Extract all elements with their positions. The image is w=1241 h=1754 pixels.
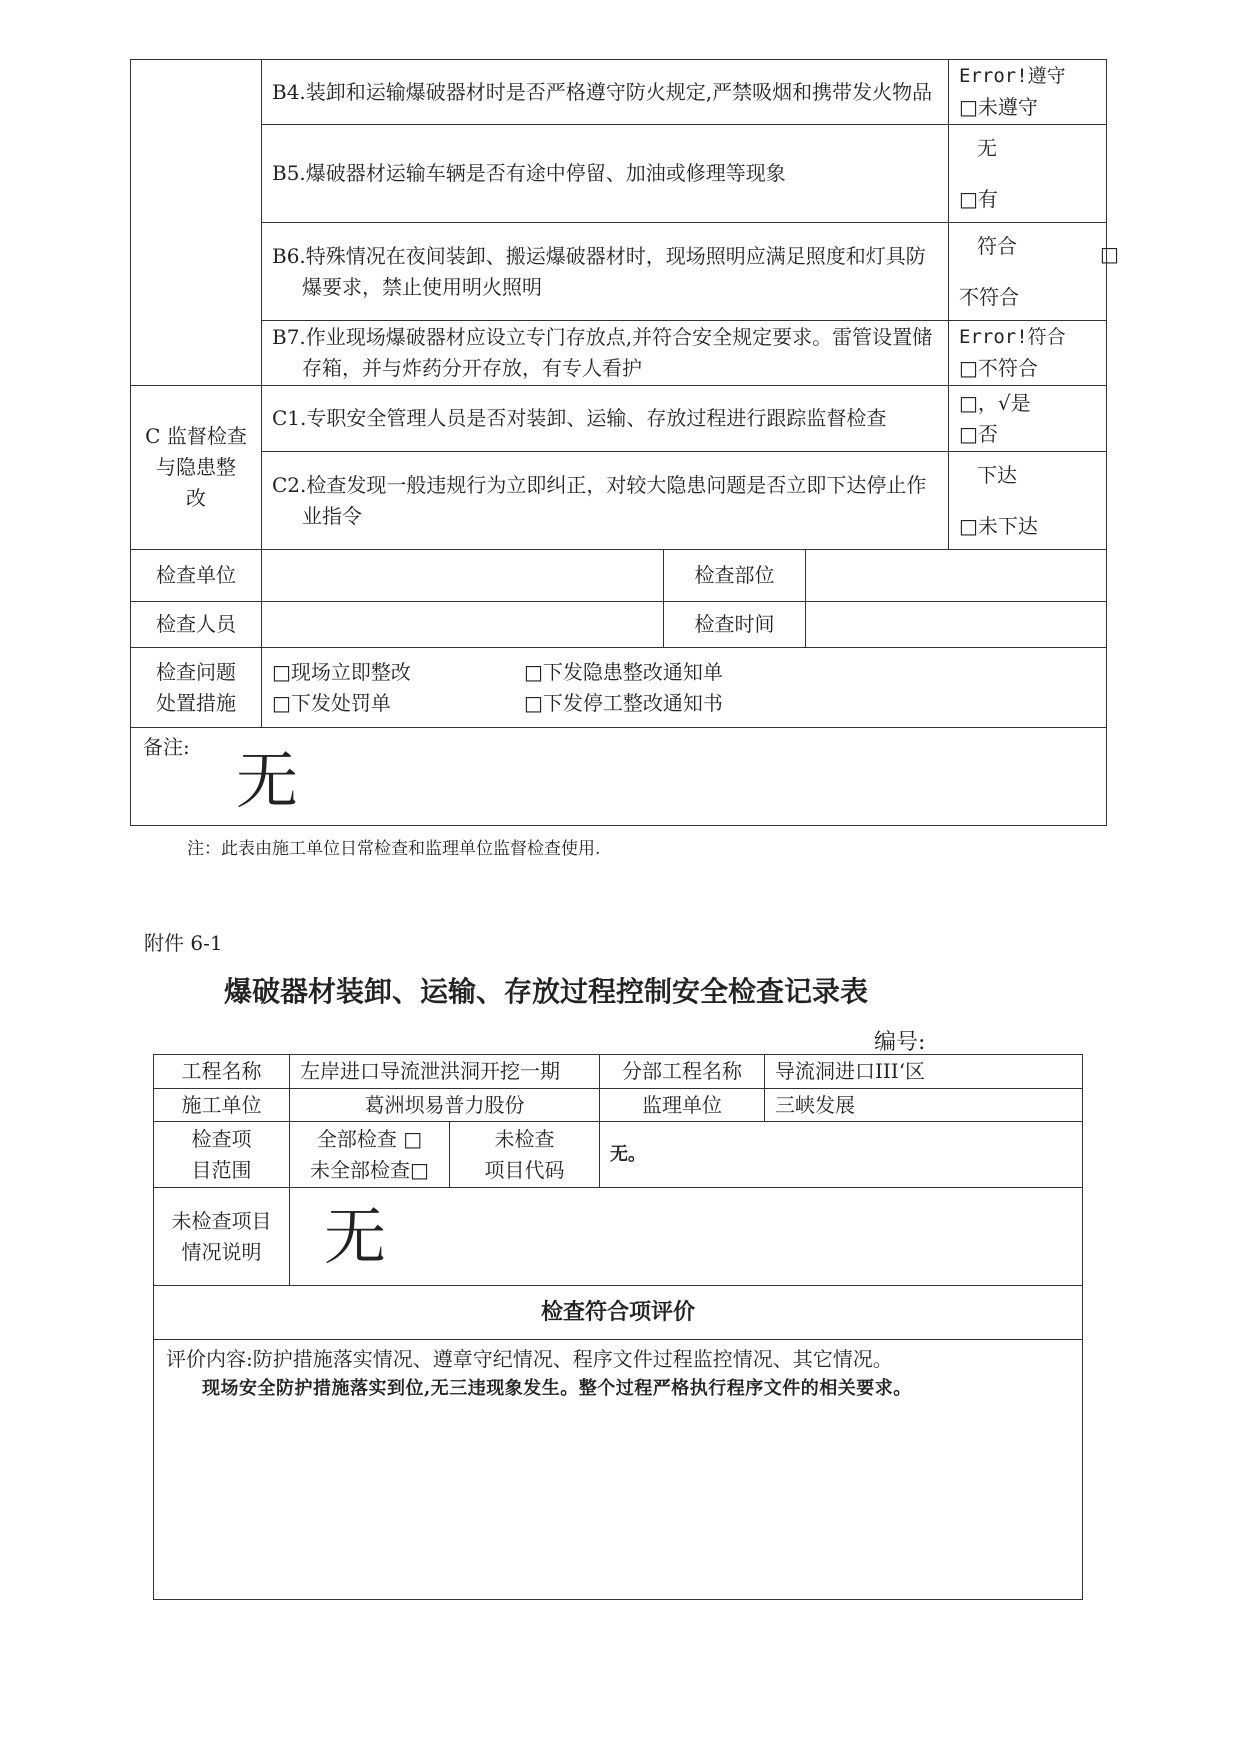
contractor-value[interactable]: 葛洲坝易普力股份 — [290, 1089, 600, 1122]
item-b7-option-no[interactable]: □不符合 — [959, 356, 1038, 380]
item-c1 — [262, 386, 949, 452]
item-b5 — [262, 125, 949, 223]
item-b5-option-none[interactable]: 无 — [977, 135, 997, 160]
measures-options — [262, 648, 1107, 728]
check-time-value[interactable] — [806, 602, 1107, 648]
section-c-label: C 监督检查 与隐患整 改 — [131, 386, 262, 550]
supervisor-label: 监理单位 — [600, 1089, 765, 1122]
item-c2-text: C2.检查发现一般违规行为立即纠正，对较大隐患问题是否立即下达停止作业指令 — [272, 472, 927, 528]
item-b4-text: B4.装卸和运输爆破器材时是否严格遵守防火规定,严禁吸烟和携带发火物品 — [272, 79, 933, 104]
evaluation-header: 检查符合项评价 — [154, 1286, 1083, 1340]
item-b7-options — [949, 321, 1107, 386]
check-unit-label: 检查单位 — [131, 550, 262, 602]
scope-option-partial[interactable]: 未全部检查□ — [310, 1157, 429, 1182]
scope-label: 检查项 目范围 — [154, 1122, 290, 1188]
evaluation-content-label: 评价内容:防护措施落实情况、遵章守纪情况、程序文件过程监控情况、其它情况。 — [166, 1347, 893, 1371]
unchecked-desc-label: 未检查项目 情况说明 — [154, 1188, 290, 1286]
item-b6-option-no[interactable]: 不符合 — [959, 284, 1019, 309]
item-b6-option-yes[interactable]: 符合 — [977, 233, 1017, 258]
unchecked-code-value[interactable]: 无。 — [600, 1122, 1083, 1188]
evaluation-cell — [154, 1340, 1083, 1600]
inspection-record-table — [153, 1054, 1083, 1600]
check-part-label: 检查部位 — [664, 550, 806, 602]
project-name-value[interactable]: 左岸进口导流泄洪洞开挖一期 — [290, 1055, 600, 1089]
item-c2-option-issued[interactable]: 下达 — [977, 462, 1017, 487]
item-b5-options — [949, 125, 1107, 223]
item-b7-text: B7.作业现场爆破器材应设立专门存放点,并符合安全规定要求。雷管设置储存箱，并与炸药分开存放，有专人看护 — [272, 325, 933, 380]
attachment-label: 附件 6-1 — [144, 931, 223, 955]
project-name-label: 工程名称 — [154, 1055, 290, 1089]
unchecked-desc-handwritten-value: 无 — [324, 1199, 387, 1273]
check-part-value[interactable] — [806, 550, 1107, 602]
item-b4-option-yes[interactable]: Error!遵守 — [959, 65, 1066, 87]
item-b5-option-has[interactable]: □有 — [959, 186, 998, 211]
item-c1-options — [949, 386, 1107, 452]
evaluation-text[interactable]: 现场安全防护措施落实到位,无三违现象发生。整个过程严格执行程序文件的相关要求。 — [202, 1378, 912, 1399]
unchecked-desc-value-cell — [290, 1188, 1083, 1286]
item-b5-text: B5.爆破器材运输车辆是否有途中停留、加油或修理等现象 — [272, 161, 786, 185]
item-b4-option-no[interactable]: □未遵守 — [959, 95, 1038, 119]
item-b6-checkbox-overflow: □ — [1100, 242, 1119, 266]
item-c1-text: C1.专职安全管理人员是否对装卸、运输、存放过程进行跟踪监督检查 — [272, 406, 887, 430]
measures-label: 检查问题 处置措施 — [131, 648, 262, 728]
measure-issue-hazard-notice[interactable]: □下发隐患整改通知单 — [524, 659, 723, 684]
item-b4-options — [949, 60, 1107, 125]
form-title: 爆破器材装卸、运输、存放过程控制安全检查记录表 — [224, 975, 869, 1008]
measure-issue-stop-work[interactable]: □下发停工整改通知书 — [524, 690, 723, 715]
item-c2-option-not-issued[interactable]: □未下达 — [959, 513, 1038, 538]
inspection-table-continued — [130, 59, 1119, 826]
item-b7-option-yes[interactable]: Error!符合 — [959, 326, 1066, 348]
inspector-value[interactable] — [262, 602, 664, 648]
item-c1-option-no[interactable]: □否 — [959, 421, 998, 446]
remarks-handwritten-value: 无 — [236, 744, 299, 817]
serial-number-label: 编号: — [874, 1030, 926, 1055]
scope-options — [290, 1122, 450, 1188]
table-footnote: 注：此表由施工单位日常检查和监理单位监督检查使用. — [187, 839, 601, 859]
contractor-label: 施工单位 — [154, 1089, 290, 1122]
item-c1-option-yes[interactable]: □，√是 — [959, 390, 1031, 415]
item-b6-options — [949, 223, 1119, 321]
sub-project-label: 分部工程名称 — [600, 1055, 765, 1089]
section-b-label-cell — [131, 60, 262, 386]
sub-project-value[interactable]: 导流洞进口III‘区 — [765, 1055, 1083, 1089]
check-unit-value[interactable] — [262, 550, 664, 602]
item-b6 — [262, 223, 949, 321]
item-c2 — [262, 452, 949, 550]
item-c2-options — [949, 452, 1107, 550]
item-b7 — [262, 321, 949, 386]
item-b4 — [262, 60, 949, 125]
check-time-label: 检查时间 — [664, 602, 806, 648]
remarks-cell — [131, 728, 1107, 826]
measure-rectify-now[interactable]: □现场立即整改 — [272, 659, 411, 684]
supervisor-value[interactable]: 三峡发展 — [765, 1089, 1083, 1122]
inspector-label: 检查人员 — [131, 602, 262, 648]
unchecked-code-label: 未检查 项目代码 — [450, 1122, 600, 1188]
remarks-label: 备注: — [143, 735, 190, 759]
item-b6-text: B6.特殊情况在夜间装卸、搬运爆破器材时，现场照明应满足照度和灯具防爆要求，禁止使用明火照明 — [272, 243, 926, 299]
measure-issue-penalty[interactable]: □下发处罚单 — [272, 690, 391, 715]
scope-option-all[interactable]: 全部检查 □ — [316, 1126, 423, 1151]
